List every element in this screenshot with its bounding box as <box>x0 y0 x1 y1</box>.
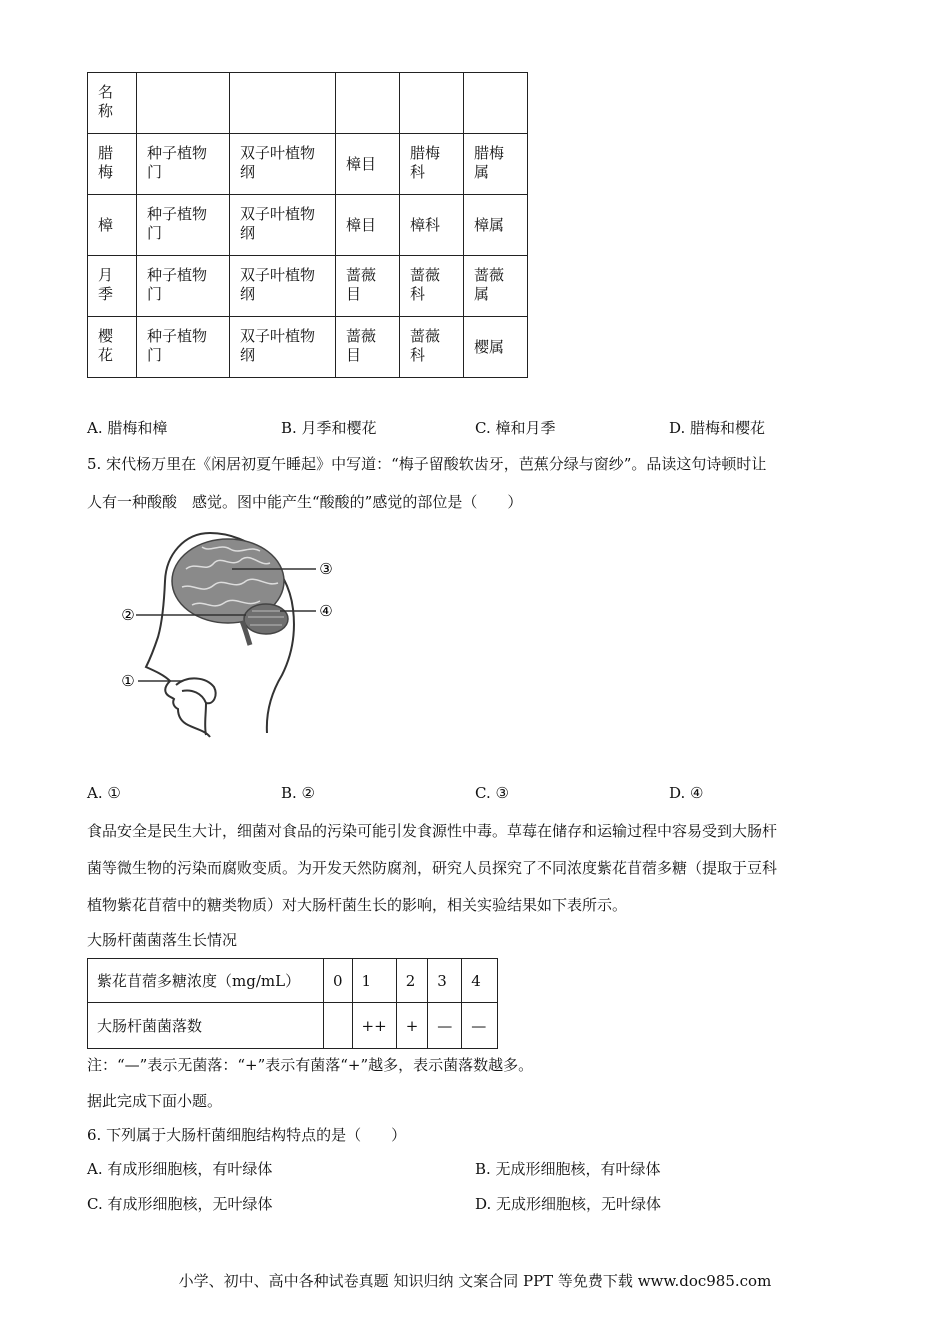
cell-text: 腊梅属 <box>474 144 505 181</box>
table-cell <box>400 134 464 195</box>
table-cell: — <box>428 1003 462 1049</box>
cell-text: 种子植物门 <box>147 266 208 303</box>
label-2: ② <box>121 606 135 624</box>
cell-text: 蔷薇属 <box>474 266 505 303</box>
option-a: A. ① <box>87 784 121 802</box>
table-row <box>88 959 498 1003</box>
cell-text: 樟 <box>98 215 114 234</box>
table-cell <box>336 195 400 256</box>
question-stem: 人有一种酸酸 感觉。图中能产生“酸酸的”感觉的部位是（ ） <box>87 493 523 511</box>
table-cell <box>230 256 336 317</box>
table-cell <box>137 317 230 378</box>
option-a: A. 腊梅和樟 <box>87 419 168 437</box>
question-stem: 6. 下列属于大肠杆菌细胞结构特点的是（ ） <box>87 1126 407 1144</box>
table-cell <box>88 134 137 195</box>
head-brain-diagram <box>110 525 350 745</box>
table-cell <box>137 256 230 317</box>
question-stem: 5. 宋代杨万里在《闲居初夏午睡起》中写道：“梅子留酸软齿牙，芭蕉分绿与窗纱”。品读这句诗顿时让 <box>87 455 767 473</box>
option-c: C. 樟和月季 <box>475 419 556 437</box>
table-cell <box>400 317 464 378</box>
table-cell <box>88 317 137 378</box>
cell-text: 樟科 <box>410 215 441 234</box>
table-cell: + <box>396 1003 428 1049</box>
page-footer: 小学、初中、高中各种试卷真题 知识归纳 文案合同 PPT 等免费下载 www.doc985.com <box>178 1272 772 1290</box>
table-cell <box>336 256 400 317</box>
note-text: 注：“—”表示无菌落：“+”表示有菌落“+”越多，表示菌落数越多。 <box>87 1056 534 1074</box>
passage-line: 食品安全是民生大计，细菌对食品的污染可能引发食源性中毒。草莓在储存和运输过程中容易受到大肠杆 <box>87 822 778 840</box>
table-cell <box>230 317 336 378</box>
table-cell <box>400 73 464 134</box>
table-cell: 3 <box>428 959 462 1003</box>
label-1: ① <box>121 672 135 690</box>
table-cell <box>336 73 400 134</box>
option-b: B. ② <box>281 784 316 802</box>
cell-text: 双子叶植物纲 <box>240 266 316 303</box>
throat-line <box>205 703 206 735</box>
option-d: D. 无成形细胞核，无叶绿体 <box>475 1195 662 1213</box>
option-a: A. 有成形细胞核，有叶绿体 <box>87 1160 273 1178</box>
tongue-shape <box>176 678 216 703</box>
label-4: ④ <box>319 602 333 620</box>
table-cell: 1 <box>352 959 396 1003</box>
cell-text: 种子植物门 <box>147 205 208 242</box>
option-b: B. 无成形细胞核，有叶绿体 <box>475 1160 661 1178</box>
option-c: C. ③ <box>475 784 509 802</box>
table-cell <box>324 1003 353 1049</box>
table-cell: 大肠杆菌菌落数 <box>88 1003 324 1049</box>
table-cell <box>137 73 230 134</box>
table-cell <box>230 195 336 256</box>
option-d: D. 腊梅和樱花 <box>669 419 766 437</box>
cell-text: 腊梅 <box>98 144 114 181</box>
cell-text: 樟目 <box>346 154 377 173</box>
table-cell <box>400 195 464 256</box>
cell-text: 樱花 <box>98 327 114 364</box>
cell-text: 腊梅科 <box>410 144 441 181</box>
table-cell <box>464 195 528 256</box>
table-cell <box>464 317 528 378</box>
passage-line: 植物紫花苜蓿中的糖类物质）对大肠杆菌生长的影响，相关实验结果如下表所示。 <box>87 896 628 914</box>
cell-text: 种子植物门 <box>147 144 208 181</box>
table-cell <box>230 134 336 195</box>
table-row <box>88 1003 498 1049</box>
cell-text: 双子叶植物纲 <box>240 327 316 364</box>
table-cell <box>464 256 528 317</box>
option-b: B. 月季和樱花 <box>281 419 377 437</box>
cell-text: 名称 <box>98 83 114 120</box>
table-cell: ++ <box>352 1003 396 1049</box>
cell-text: 蔷薇目 <box>346 266 377 303</box>
table-cell <box>137 195 230 256</box>
table-row <box>88 195 528 256</box>
table-cell <box>336 317 400 378</box>
table-cell: — <box>462 1003 498 1049</box>
table-caption: 大肠杆菌菌落生长情况 <box>87 931 238 949</box>
cell-text: 樟目 <box>346 215 377 234</box>
table-cell <box>137 134 230 195</box>
table-row <box>88 134 528 195</box>
table-cell <box>88 195 137 256</box>
experiment-table <box>87 958 498 1049</box>
cell-text: 蔷薇科 <box>410 266 441 303</box>
table-cell <box>336 134 400 195</box>
cell-text: 蔷薇科 <box>410 327 441 364</box>
table-cell: 紫花苜蓿多糖浓度（mg/mL） <box>88 959 324 1003</box>
table-cell <box>464 73 528 134</box>
option-c: C. 有成形细胞核，无叶绿体 <box>87 1195 273 1213</box>
instruction-text: 据此完成下面小题。 <box>87 1092 223 1110</box>
cell-text: 双子叶植物纲 <box>240 144 316 181</box>
table-cell <box>230 73 336 134</box>
cell-text: 蔷薇目 <box>346 327 377 364</box>
table-cell <box>400 256 464 317</box>
table-row <box>88 317 528 378</box>
table-cell: 2 <box>396 959 428 1003</box>
cell-text: 月季 <box>98 266 114 303</box>
option-d: D. ④ <box>669 784 704 802</box>
table-cell: 4 <box>462 959 498 1003</box>
table-cell: 0 <box>324 959 353 1003</box>
cell-text: 种子植物门 <box>147 327 208 364</box>
label-3: ③ <box>319 560 333 578</box>
classification-table <box>87 72 528 378</box>
table-cell <box>88 73 137 134</box>
cell-text: 樟属 <box>474 215 505 234</box>
cell-text: 双子叶植物纲 <box>240 205 316 242</box>
table-cell <box>464 134 528 195</box>
table-row <box>88 73 528 134</box>
table-row <box>88 256 528 317</box>
cerebellum-shape <box>244 604 288 634</box>
cell-text: 樱属 <box>474 337 505 356</box>
table-cell <box>88 256 137 317</box>
passage-line: 菌等微生物的污染而腐败变质。为开发天然防腐剂，研究人员探究了不同浓度紫花苜蓿多糖（提取于豆科 <box>87 859 778 877</box>
